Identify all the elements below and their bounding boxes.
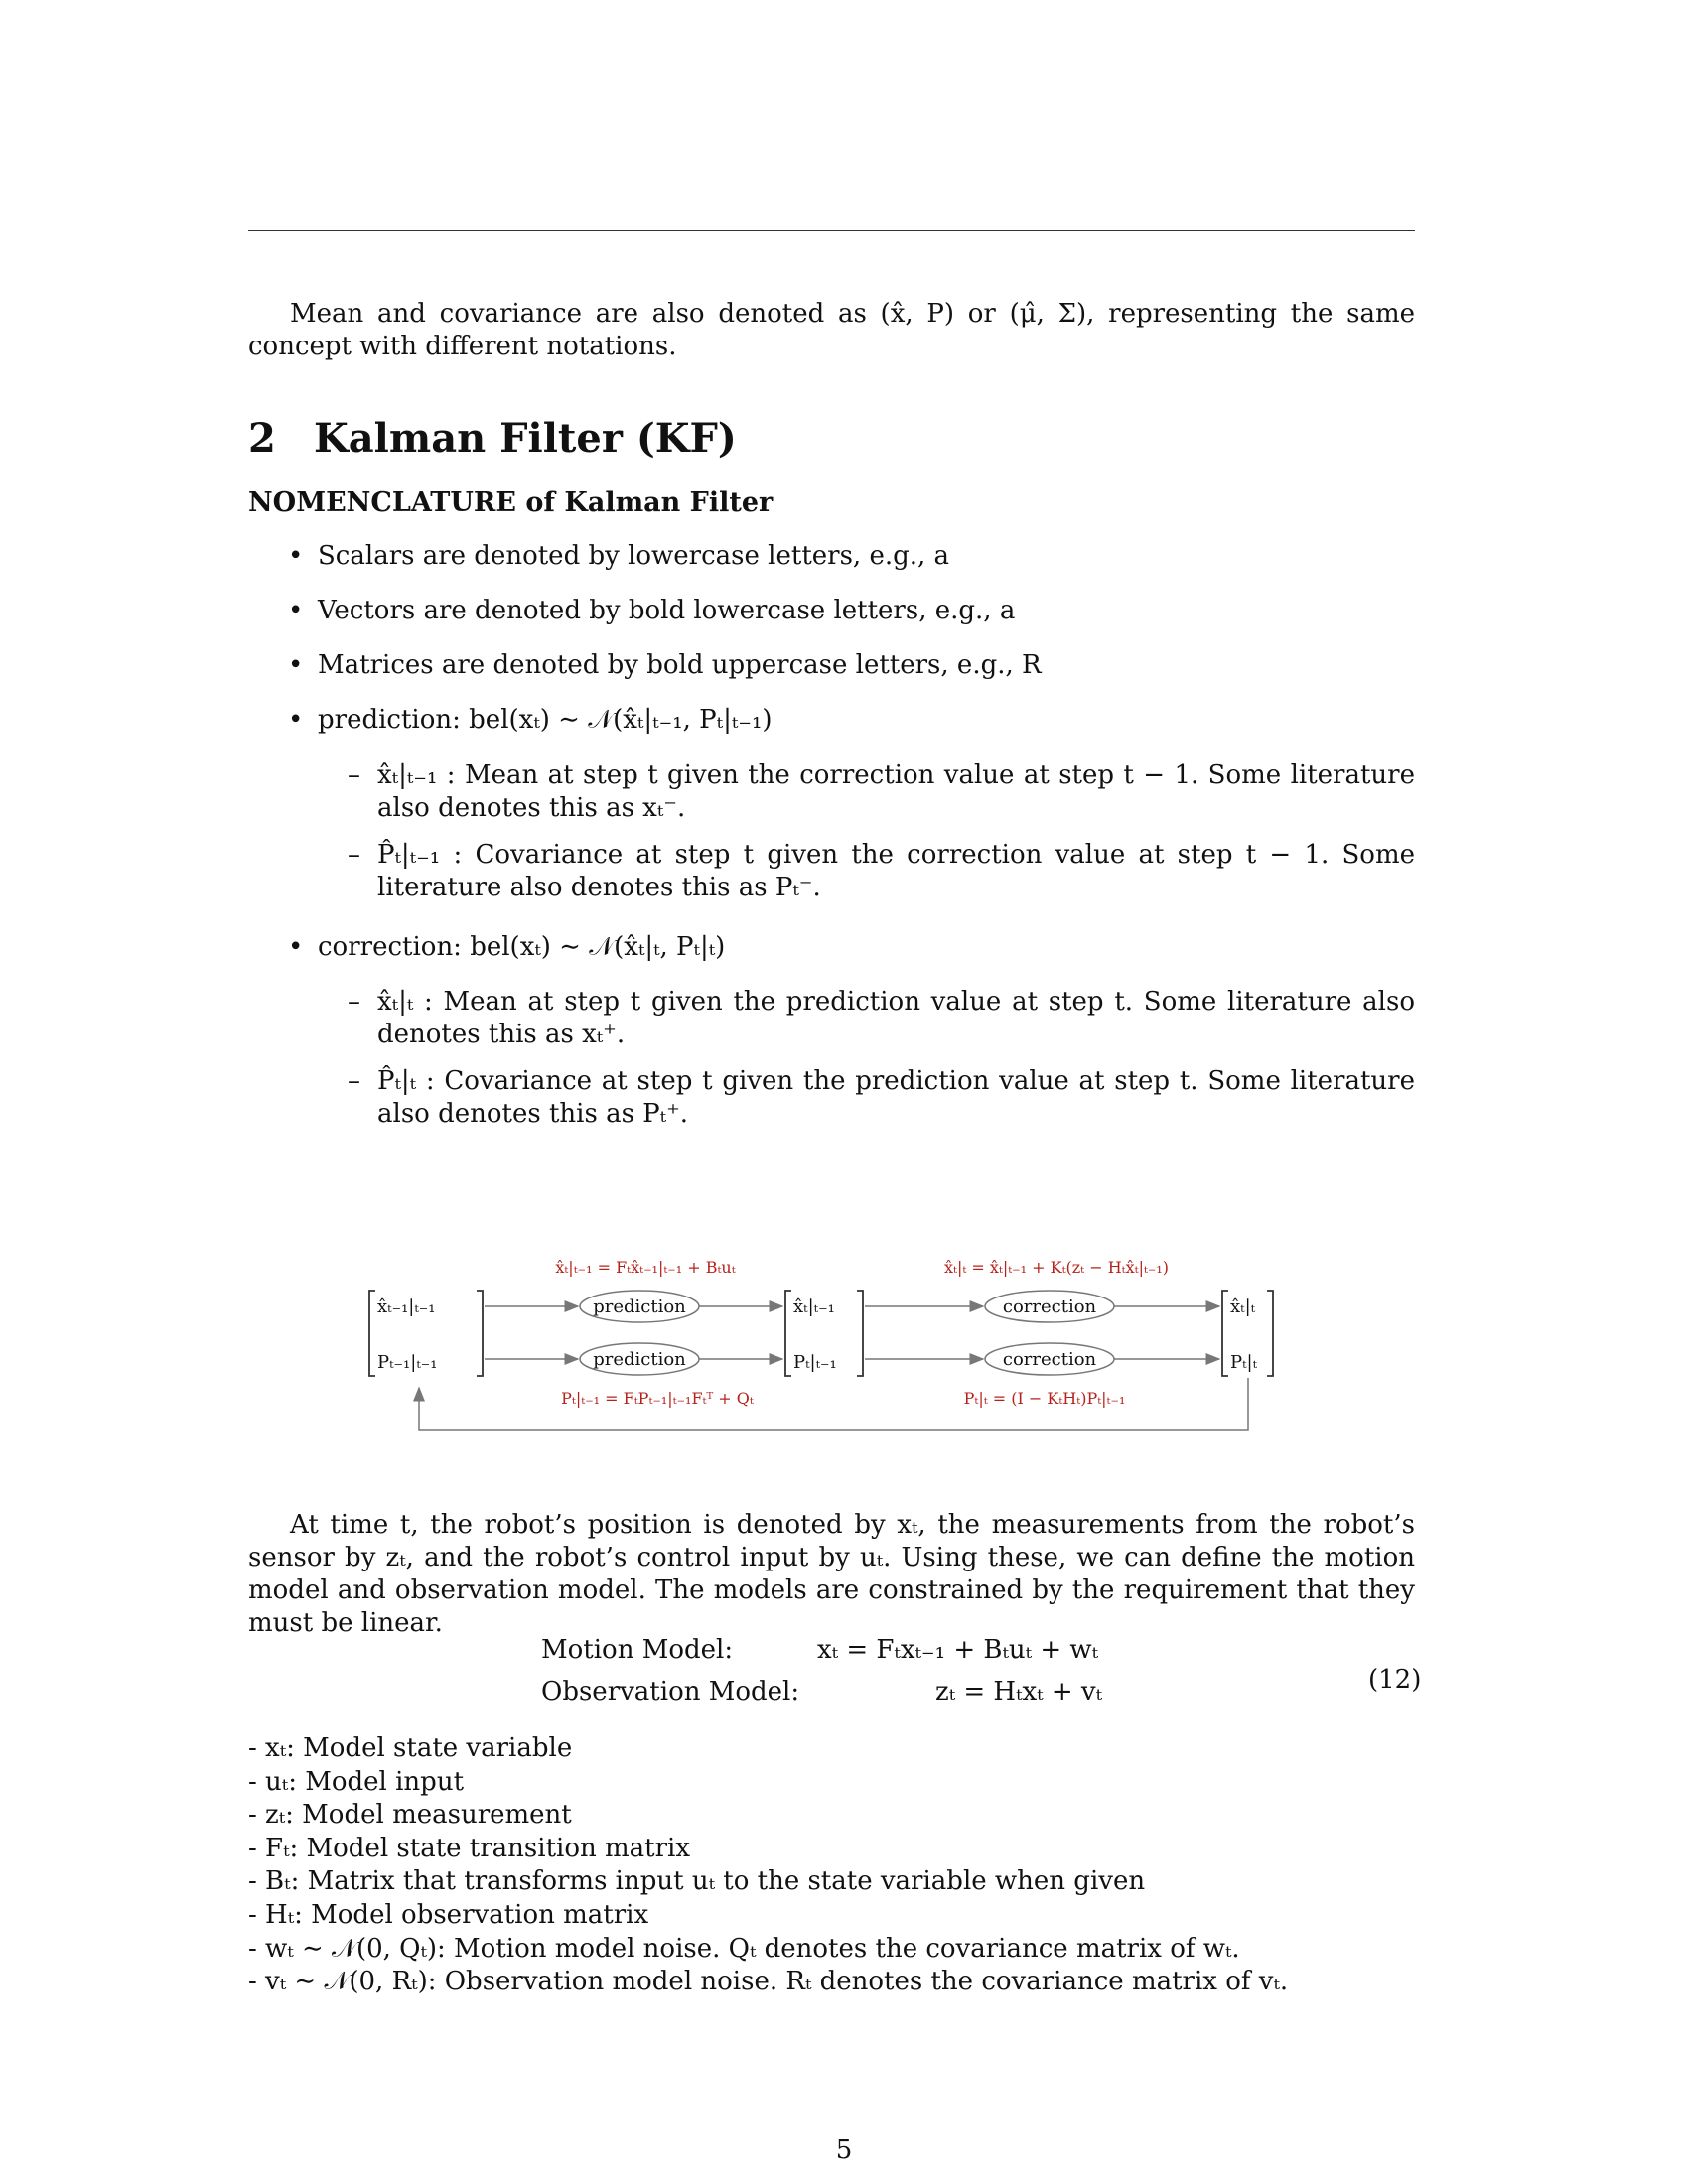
motion-model-equation: xₜ = Fₜxₜ₋₁ + Bₜuₜ + wₜ [817, 1635, 1099, 1665]
bullet-dot: • [288, 541, 304, 571]
definition-item: - wₜ ∼ 𝒩(0, Qₜ): Motion model noise. Qₜ denotes the covariance matrix of wₜ. [248, 1933, 1240, 1964]
kalman-filter-diagram [357, 1241, 1311, 1459]
intro-paragraph: Mean and covariance are also denoted as (x̂, P) or (μ̂, Σ), representing the same concept with different notations. [248, 299, 1415, 361]
section-title: Kalman Filter (KF) [314, 415, 737, 462]
bullet-dot: • [288, 932, 304, 962]
svg-text:prediction: prediction [593, 1349, 686, 1370]
section-number: 2 [248, 415, 276, 462]
bullet-dot: • [288, 705, 304, 735]
bullet-dot: • [288, 596, 304, 625]
pred-cov-label: Pₜ|ₜ₋₁ [793, 1352, 837, 1373]
bullet-scalars: • Scalars are denoted by lowercase letters, e.g., a [288, 541, 950, 571]
pred-cov-equation: Pₜ|ₜ₋₁ = FₜPₜ₋₁|ₜ₋₁Fₜᵀ + Qₜ [561, 1389, 754, 1408]
definitions-list [248, 1732, 1415, 1999]
corr-cov-label: Pₜ|ₜ [1230, 1352, 1258, 1373]
svg-text:correction: correction [1002, 1297, 1097, 1317]
prev-mean-label: x̂ₜ₋₁|ₜ₋₁ [377, 1297, 436, 1317]
observation-model-equation: zₜ = Hₜxₜ + vₜ [935, 1677, 1102, 1706]
correction-mean-item: – x̂ₜ|ₜ : Mean at step t given the prediction value at step t. Some literature also denotes this as xₜ⁺. [348, 987, 1415, 1049]
prediction-step-mean [580, 1291, 699, 1322]
definition-item: - Bₜ: Matrix that transforms input uₜ to the state variable when given [248, 1866, 1146, 1897]
bullet-prediction: • prediction: bel(xₜ) ∼ 𝒩(x̂ₜ|ₜ₋₁, Pₜ|ₜ₋₁) [288, 705, 773, 735]
bullet-vectors: • Vectors are denoted by bold lowercase letters, e.g., a [288, 596, 1016, 625]
prediction-step-cov [580, 1343, 699, 1375]
correction-step-mean [985, 1291, 1114, 1322]
equation-number: (12) [1368, 1665, 1422, 1695]
prediction-cov-item: – P̂ₜ|ₜ₋₁ : Covariance at step t given the correction value at step t − 1. Some literature also denotes this as Pₜ⁻. [348, 840, 1415, 902]
definition-item: - vₜ ∼ 𝒩(0, Rₜ): Observation model noise. Rₜ denotes the covariance matrix of vₜ. [248, 1967, 1289, 1997]
prediction-mean-item: – x̂ₜ|ₜ₋₁ : Mean at step t given the correction value at step t − 1. Some literature also denotes this as xₜ⁻. [348, 760, 1415, 823]
correction-cov-item: – P̂ₜ|ₜ : Covariance at step t given the prediction value at step t. Some literature also denotes this as Pₜ⁺. [348, 1066, 1415, 1129]
corr-mean-label: x̂ₜ|ₜ [1230, 1297, 1256, 1317]
page-number: 5 [835, 2135, 853, 2165]
pred-state-vector [785, 1291, 863, 1376]
definition-item: - zₜ: Model measurement [248, 1800, 572, 1831]
prev-state-vector [369, 1291, 483, 1376]
bullet-correction: • correction: bel(xₜ) ∼ 𝒩(x̂ₜ|ₜ, Pₜ|ₜ) [288, 932, 726, 962]
definition-item: - Fₜ: Model state transition matrix [248, 1833, 691, 1863]
svg-text:correction: correction [1002, 1349, 1097, 1370]
definition-item: - uₜ: Model input [248, 1766, 465, 1797]
pred-mean-equation: x̂ₜ|ₜ₋₁ = Fₜx̂ₜ₋₁|ₜ₋₁ + Bₜuₜ [555, 1258, 736, 1277]
prev-cov-label: Pₜ₋₁|ₜ₋₁ [377, 1352, 438, 1373]
definition-item: - xₜ: Model state variable [248, 1733, 573, 1763]
section-heading [248, 415, 737, 463]
header-rule [248, 230, 1415, 231]
pred-mean-label: x̂ₜ|ₜ₋₁ [793, 1297, 835, 1317]
bullet-dot: • [288, 650, 304, 680]
definition-item: - Hₜ: Model observation matrix [248, 1899, 649, 1930]
nomenclature-heading: NOMENCLATURE of Kalman Filter [248, 487, 774, 518]
corr-mean-equation: x̂ₜ|ₜ = x̂ₜ|ₜ₋₁ + Kₜ(zₜ − Hₜx̂ₜ|ₜ₋₁) [943, 1258, 1170, 1277]
observation-model-label: Observation Model: [541, 1677, 800, 1706]
bullet-matrices: • Matrices are denoted by bold uppercase letters, e.g., R [288, 650, 1042, 680]
corr-cov-equation: Pₜ|ₜ = (I − KₜHₜ)Pₜ|ₜ₋₁ [963, 1389, 1126, 1408]
motion-model-label: Motion Model: [541, 1635, 734, 1665]
correction-step-cov [985, 1343, 1114, 1375]
svg-text:prediction: prediction [593, 1297, 686, 1317]
body-paragraph: At time t, the robot’s position is denoted by xₜ, the measurements from the robot’s sensor by zₜ, and the robot’s control input by uₜ. Using these, we can define the motion model and observation model. The models are constrained by the requirement that they must be linear. [248, 1510, 1415, 1638]
corr-state-vector [1222, 1291, 1273, 1376]
